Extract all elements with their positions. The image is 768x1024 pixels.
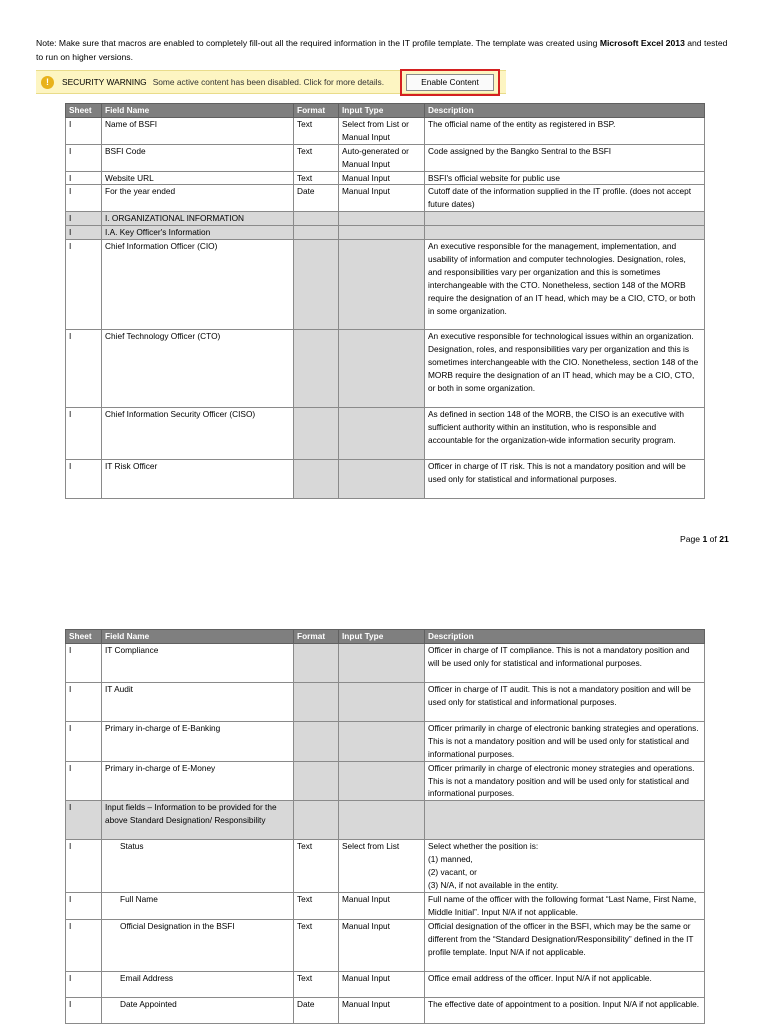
cell-sheet: I [66,117,102,144]
cell-input-type [339,330,425,408]
table-header-row [66,104,705,118]
cell-sheet: I [66,240,102,330]
table-row [66,171,705,185]
header-sheet: Sheet [66,104,102,118]
page-number: Page 1 of 21 [680,534,729,544]
cell-format: Text [294,171,339,185]
table-row [66,801,705,840]
cell-format: Text [294,892,339,919]
header-description: Description [425,104,705,118]
cell-field-name: I.A. Key Officer's Information [102,226,294,240]
cell-description: Cutoff date of the information supplied in the IT profile. (does not accept future dates) [425,185,705,212]
cell-format [294,460,339,499]
cell-field-name: BSFI Code [102,144,294,171]
table-row [66,460,705,499]
cell-input-type [339,721,425,761]
cell-input-type [339,226,425,240]
cell-sheet: I [66,682,102,721]
note-suffix: and tested to run on higher versions. [36,38,728,62]
cell-description: The official name of the entity as registered in BSP. [425,117,705,144]
security-warning-title: SECURITY WARNING [62,77,147,87]
cell-field-name: Date Appointed [102,997,294,1023]
cell-format [294,682,339,721]
cell-sheet: I [66,892,102,919]
cell-field-name: IT Risk Officer [102,460,294,499]
cell-sheet: I [66,212,102,226]
cell-format: Text [294,840,339,893]
cell-field-name: Full Name [102,892,294,919]
note-prefix: Note: Make sure that macros are enabled to completely fill-out all the required information in the IT profile template. The template was created using [36,38,600,48]
header-format: Format [294,630,339,644]
cell-field-name: Chief Information Officer (CIO) [102,240,294,330]
header-input-type: Input Type [339,104,425,118]
cell-description: Code assigned by the Bangko Sentral to the BSFI [425,144,705,171]
table-row [66,226,705,240]
header-sheet: Sheet [66,630,102,644]
cell-sheet: I [66,330,102,408]
enable-content-highlight [400,69,500,96]
cell-sheet: I [66,144,102,171]
table-row [66,840,705,893]
cell-format: Text [294,117,339,144]
table-row [66,919,705,971]
cell-field-name: For the year ended [102,185,294,212]
cell-field-name: Primary in-charge of E-Banking [102,721,294,761]
table-row [66,643,705,682]
cell-field-name: IT Audit [102,682,294,721]
cell-input-type: Manual Input [339,919,425,971]
cell-format [294,721,339,761]
cell-field-name: Chief Technology Officer (CTO) [102,330,294,408]
field-table-page-2 [65,629,705,1024]
cell-sheet: I [66,971,102,997]
cell-sheet: I [66,643,102,682]
cell-field-name: I. ORGANIZATIONAL INFORMATION [102,212,294,226]
cell-description: Office email address of the officer. Input N/A if not applicable. [425,971,705,997]
table-row [66,117,705,144]
cell-sheet: I [66,997,102,1023]
cell-format: Date [294,185,339,212]
cell-input-type [339,761,425,801]
cell-input-type [339,460,425,499]
security-warning-text [62,77,384,87]
cell-field-name: Status [102,840,294,893]
cell-description: As defined in section 148 of the MORB, the CISO is an executive with sufficient authority within an institution, who is responsible and accountable for the organization-wide information security program. [425,408,705,460]
cell-sheet: I [66,171,102,185]
cell-description [425,212,705,226]
cell-description: Select whether the position is: (1) manned, (2) vacant, or (3) N/A, if not available in the entity. [425,840,705,893]
cell-input-type [339,682,425,721]
cell-input-type [339,240,425,330]
cell-field-name: Chief Information Security Officer (CISO) [102,408,294,460]
cell-input-type: Manual Input [339,892,425,919]
table-row [66,240,705,330]
cell-description: The effective date of appointment to a position. Input N/A if not applicable. [425,997,705,1023]
cell-field-name: Primary in-charge of E-Money [102,761,294,801]
table-row [66,971,705,997]
cell-description: An executive responsible for technological issues within an organization. Designation, roles, and responsibilities vary per organization and this is sometimes interchangeable with the CIO. Nonetheless, section 148 of the MORB require the designation of an IT head, which may be a CIO, CTO, or both in some organization. [425,330,705,408]
cell-input-type: Manual Input [339,971,425,997]
cell-description: Officer in charge of IT compliance. This is not a mandatory position and will be used only for statistical and informational purposes. [425,643,705,682]
enable-content-button[interactable]: Enable Content [406,74,494,91]
security-warning-bar [36,70,506,94]
cell-field-name: Website URL [102,171,294,185]
cell-sheet: I [66,460,102,499]
table-row [66,721,705,761]
cell-format [294,761,339,801]
cell-input-type: Select from List or Manual Input [339,117,425,144]
cell-format [294,226,339,240]
cell-description: BSFI's official website for public use [425,171,705,185]
macro-note [36,36,736,64]
table-row [66,682,705,721]
cell-input-type: Manual Input [339,997,425,1023]
table-row [66,330,705,408]
cell-input-type: Manual Input [339,171,425,185]
cell-field-name: Name of BSFI [102,117,294,144]
table-row [66,408,705,460]
note-bold-product: Microsoft Excel 2013 [599,38,685,48]
header-description: Description [425,630,705,644]
cell-format [294,801,339,840]
cell-field-name: Official Designation in the BSFI [102,919,294,971]
cell-input-type: Manual Input [339,185,425,212]
cell-sheet: I [66,840,102,893]
cell-input-type [339,408,425,460]
header-field-name: Field Name [102,104,294,118]
cell-sheet: I [66,408,102,460]
cell-format: Date [294,997,339,1023]
table-row [66,185,705,212]
cell-input-type [339,643,425,682]
cell-sheet: I [66,185,102,212]
cell-input-type [339,212,425,226]
cell-description: Officer primarily in charge of electronic money strategies and operations. This is not a mandatory position and will be used only for statistical and informational purposes. [425,761,705,801]
cell-sheet: I [66,721,102,761]
table-header-row [66,630,705,644]
cell-field-name: Input fields – Information to be provided for the above Standard Designation/ Responsibility [102,801,294,840]
cell-description: Officer primarily in charge of electronic banking strategies and operations. This is not a mandatory position and will be used only for statistical and informational purposes. [425,721,705,761]
table-row [66,761,705,801]
cell-sheet: I [66,761,102,801]
cell-format [294,240,339,330]
cell-field-name: Email Address [102,971,294,997]
cell-format [294,212,339,226]
table-row [66,144,705,171]
cell-description: Official designation of the officer in the BSFI, which may be the same or different from the “Standard Designation/Responsibility” defined in the IT profile template. Input N/A if not applicable. [425,919,705,971]
cell-input-type [339,801,425,840]
cell-format [294,643,339,682]
table-row [66,997,705,1023]
table-row [66,892,705,919]
warning-icon: ! [41,76,54,89]
cell-description [425,801,705,840]
header-input-type: Input Type [339,630,425,644]
security-warning-message[interactable]: Some active content has been disabled. Click for more details. [152,77,385,87]
cell-sheet: I [66,801,102,840]
cell-input-type: Select from List [339,840,425,893]
cell-description: An executive responsible for the management, implementation, and usability of information and computer technologies. Designation, roles, and responsibilities vary per organization and this is sometimes interchangeable with the CTO. Nonetheless, section 148 of the MORB require the designation of an IT head, which may be a CIO, CTO, or both in some organization. [425,240,705,330]
cell-field-name: IT Compliance [102,643,294,682]
cell-description: Officer in charge of IT audit. This is not a mandatory position and will be used only for statistical and informational purposes. [425,682,705,721]
cell-sheet: I [66,226,102,240]
cell-format [294,330,339,408]
table-row [66,212,705,226]
cell-format: Text [294,144,339,171]
cell-description [425,226,705,240]
cell-sheet: I [66,919,102,971]
cell-format: Text [294,971,339,997]
cell-format: Text [294,919,339,971]
header-format: Format [294,104,339,118]
cell-description: Officer in charge of IT risk. This is not a mandatory position and will be used only for statistical and informational purposes. [425,460,705,499]
cell-format [294,408,339,460]
header-field-name: Field Name [102,630,294,644]
field-table-page-1 [65,103,705,499]
cell-description: Full name of the officer with the following format “Last Name, First Name, Middle Initial”. Input N/A if not applicable. [425,892,705,919]
cell-input-type: Auto-generated or Manual Input [339,144,425,171]
